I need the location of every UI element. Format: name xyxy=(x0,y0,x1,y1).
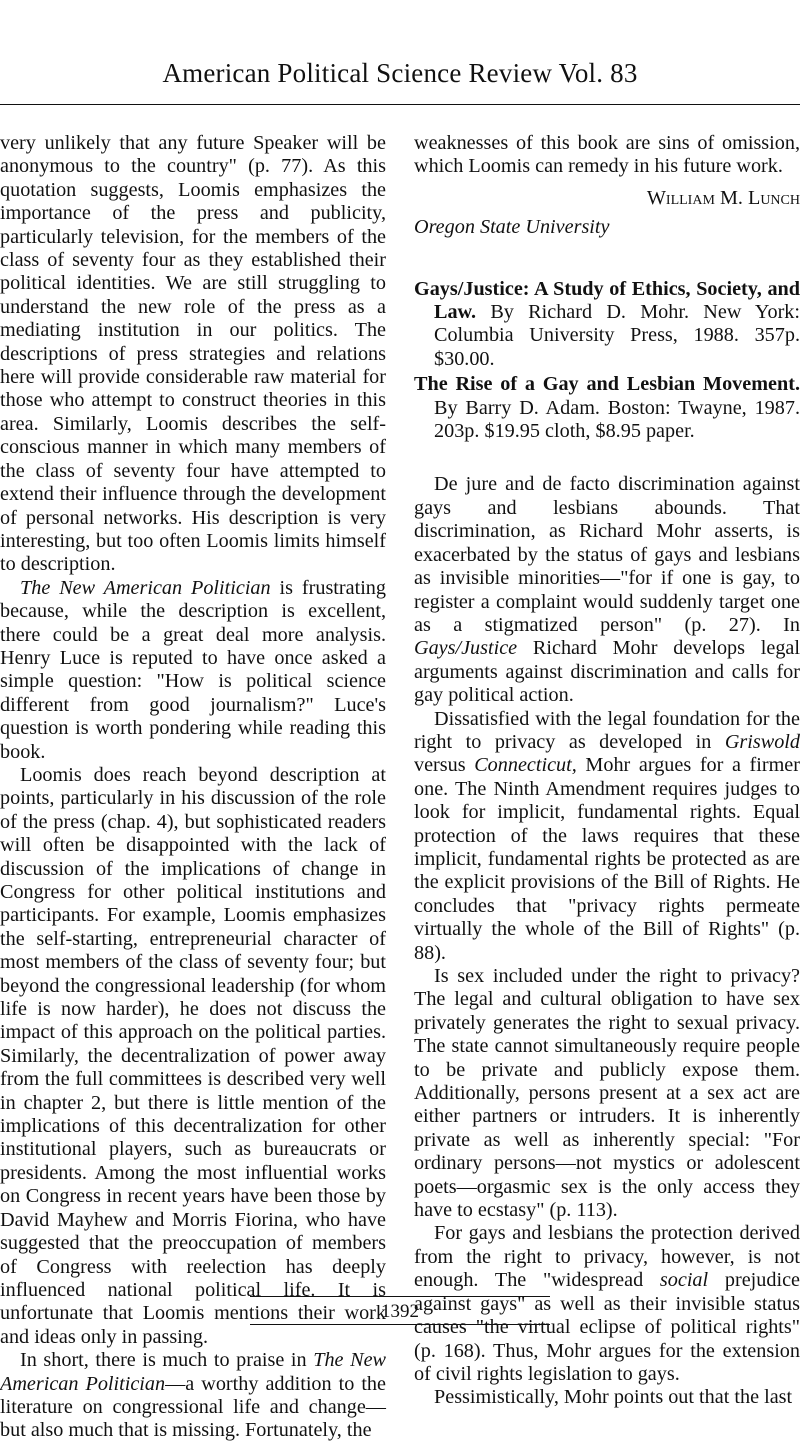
journal-title: American Political Science Review xyxy=(162,58,553,88)
book-title-italic: The New American Politician xyxy=(20,576,271,599)
book-title: Gays/Justice: A Study of Ethics, Society, and Law. xyxy=(414,277,800,324)
right-paragraph-6: Pessimistically, Mohr points out that the last xyxy=(434,1386,793,1409)
book-title: The Rise of a Gay and Lesbian Movement. xyxy=(414,373,800,396)
running-header xyxy=(0,58,800,89)
footer-rule-bottom xyxy=(250,1324,550,1325)
book-citation-2: The Rise of a Gay and Lesbian Movement. By Barry D. Adam. Boston: Twayne, 1987. 203p. $19.95 cloth, $8.95 paper. xyxy=(414,373,800,443)
right-paragraph-3: Dissatisfied with the legal foundation for the right to privacy as developed in Griswold versus Connecticut, Mohr argues for a firmer one. The Ninth Amendment requires judges to look for implicit, fundamental rights. Equal protection of the laws requires that these implicit, fundamental rights be protected as are the explicit provisions of the Bill of Rights. He concludes that "privacy rights permeate virtually the whole of the Bill of Rights" (p. 88). xyxy=(414,707,800,964)
right-paragraph-1: weaknesses of this book are sins of omission, which Loomis can remedy in his future work. xyxy=(414,132,800,178)
left-paragraph-2: The New American Politician is frustrating because, while the description is excellent, there could be a great deal more analysis. Henry Luce is reputed to have once asked a simple question: "How is political science different from good journalism?" Luce's question is worth pondering while reading this book. xyxy=(0,576,386,763)
right-paragraph-5: For gays and lesbians the protection derived from the right to privacy, however, is not enough. The "widespread social prejudice against gays" as well as their invisible status causes "the virtual eclipse of political rights" (p. 168). Thus, Mohr argues for the extension of civil rights legislation to gays. xyxy=(414,1222,800,1385)
left-paragraph-4: In short, there is much to praise in The New American Politician—a worthy addition to the literature on congressional life and change—but also much that is missing. Fortunately, the xyxy=(0,1349,386,1442)
reviewer-name: William M. Lunch xyxy=(646,186,800,209)
book-citation-1: Gays/Justice: A Study of Ethics, Society, and Law. By Richard D. Mohr. New York: Columbia University Press, 1988. 357p. $30.00. xyxy=(414,277,800,370)
right-paragraph-2: De jure and de facto discrimination against gays and lesbians abounds. That discrimination, as Richard Mohr asserts, is exacerbated by the status of gays and lesbians as invisible minorities—"for if one is gay, to register a complaint would suddenly target one as a stigmatized person" (p. 27). In Gays/Justice Richard Mohr develops legal arguments against discrimination and calls for gay political action. xyxy=(414,473,800,707)
right-column xyxy=(414,132,800,1410)
left-column xyxy=(0,132,386,1443)
volume-label: Vol. 83 xyxy=(558,58,638,88)
left-paragraph-3: Loomis does reach beyond description at points, particularly in his discussion of the role of the press (chap. 4), but sophisticated readers will often be disappointed with the lack of discussion of the implications of change in Congress for other political institutions and participants. For example, Loomis emphasizes the self-starting, entrepreneurial character of most members of the class of seventy four; but beyond the congressional leadership (for whom life is now harder), he does not discuss the impact of this approach on the political parties. Similarly, the decentralization of power away from the full committees is described very well in chapter 2, but there is little mention of the implications of this decentralization for other institutional players, such as bureaucrats or presidents. Among the most influential works on Congress in recent years have been those by David Mayhew and Morris Fiorina, who have suggested that the preoccupation of members of Congress with reelection has deeply influenced national political life. It is unfortunate that Loomis mentions their work and ideas only in passing. xyxy=(0,763,386,1348)
book-title-italic: The New American Politician xyxy=(0,1349,386,1395)
header-rule xyxy=(0,104,800,105)
right-paragraph-4: Is sex included under the right to privacy? The legal and cultural obligation to have sex privately generates the right to sexual privacy. The state cannot simultaneously require people to be private and publicly expose them. Additionally, persons present at a sex act are either partners or intruders. It is inherently private as well as inherently special: "For ordinary persons—not mystics or adolescent poets—orgasmic sex is the only access they have to ecstasy" (p. 113). xyxy=(414,965,800,1222)
reviewer-affiliation: Oregon State University xyxy=(414,216,610,239)
left-paragraph-1: very unlikely that any future Speaker will be anonymous to the country" (p. 77). As this quotation suggests, Loomis emphasizes the importance of the press and publicity, particularly television, for the members of the class of seventy four as they established their political identities. We are still struggling to understand the new role of the press as a mediating institution in our politics. The descriptions of press strategies and relations here will provide considerable raw material for those who attempt to construct theories in this area. Similarly, Loomis describes the self-conscious manner in which many members of the class of seventy four have attempted to extend their influence through the development of personal networks. His description is very interesting, but too often Loomis limits himself to description. xyxy=(0,132,386,576)
footer-rule-top xyxy=(250,1296,550,1297)
page-number: 1392 xyxy=(381,1301,419,1322)
